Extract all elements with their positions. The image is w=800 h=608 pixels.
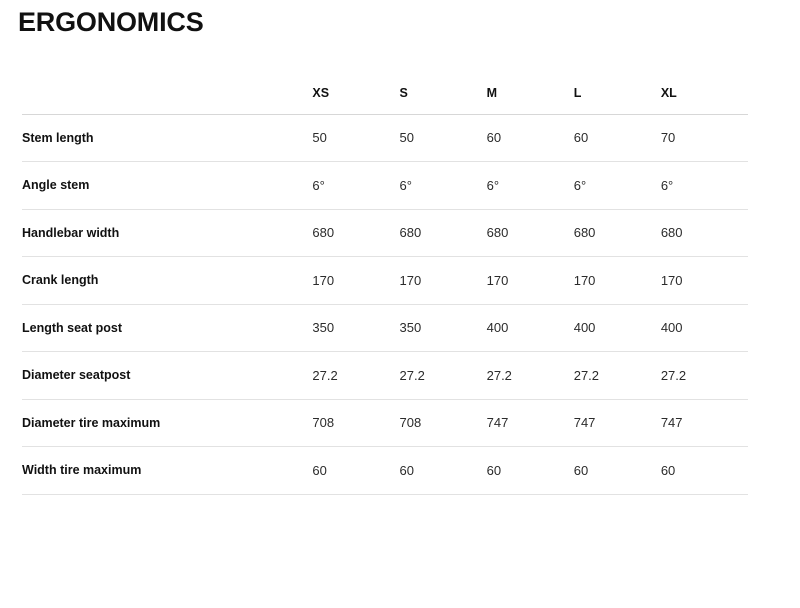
column-header-m: M: [486, 85, 498, 100]
cell-m: 60: [486, 130, 502, 146]
row-label: Crank length: [22, 273, 99, 288]
cell-l: 747: [573, 415, 596, 431]
cell-xs: 50: [312, 130, 327, 146]
cell-s: 60: [399, 462, 414, 478]
table-header: [22, 72, 748, 115]
ergonomics-spec-page: [0, 8, 800, 608]
cell-xl: 400: [660, 320, 683, 336]
cell-xs: 60: [312, 462, 327, 478]
cell-xs: 708: [312, 415, 335, 431]
table-body: [22, 114, 748, 494]
cell-xs: 170: [312, 272, 335, 288]
cell-m: 170: [486, 272, 509, 288]
table-row: [22, 114, 748, 162]
cell-xl: 70: [660, 130, 676, 146]
table-row: [22, 257, 748, 305]
row-label: Handlebar width: [22, 225, 120, 240]
cell-s: 350: [399, 320, 422, 336]
cell-xl: 6°: [660, 177, 674, 193]
table-header-row: [22, 72, 748, 115]
cell-m: 400: [486, 320, 509, 336]
row-label: Stem length: [22, 130, 94, 145]
table-row: [22, 304, 748, 352]
table-row: [22, 399, 748, 447]
table-row: [22, 447, 748, 495]
row-label: Length seat post: [22, 320, 123, 335]
column-header-s: S: [399, 85, 408, 100]
cell-xs: 27.2: [312, 367, 338, 383]
column-header-xs: XS: [312, 85, 330, 100]
table-row: [22, 209, 748, 257]
cell-l: 60: [573, 462, 589, 478]
cell-xl: 680: [660, 225, 683, 241]
table-row: [22, 162, 748, 210]
cell-xl: 27.2: [660, 367, 687, 383]
cell-s: 170: [399, 272, 422, 288]
cell-xs: 6°: [312, 177, 325, 193]
cell-l: 27.2: [573, 367, 600, 383]
cell-xs: 350: [312, 320, 335, 336]
cell-l: 6°: [573, 177, 587, 193]
cell-m: 747: [486, 415, 509, 431]
cell-xs: 680: [312, 225, 335, 241]
cell-s: 680: [399, 225, 422, 241]
cell-xl: 60: [660, 462, 676, 478]
row-label: Width tire maximum: [22, 463, 142, 478]
cell-m: 680: [486, 225, 509, 241]
column-header-l: L: [573, 85, 582, 100]
cell-l: 60: [573, 130, 589, 146]
cell-m: 27.2: [486, 367, 512, 383]
cell-s: 6°: [399, 177, 412, 193]
row-label: Diameter tire maximum: [22, 415, 161, 430]
cell-m: 6°: [486, 177, 500, 193]
cell-s: 50: [399, 130, 414, 146]
cell-s: 27.2: [399, 367, 425, 383]
spec-table-container: [22, 72, 778, 495]
column-header-xl: XL: [660, 85, 677, 100]
cell-m: 60: [486, 462, 502, 478]
cell-s: 708: [399, 415, 422, 431]
row-label: Angle stem: [22, 178, 90, 193]
table-row: [22, 352, 748, 400]
cell-xl: 170: [660, 272, 683, 288]
ergonomics-table: [22, 72, 748, 495]
column-header-label: [22, 72, 312, 115]
cell-l: 170: [573, 272, 596, 288]
row-label: Diameter seatpost: [22, 368, 131, 383]
cell-xl: 747: [660, 415, 683, 431]
cell-l: 400: [573, 320, 596, 336]
cell-l: 680: [573, 225, 596, 241]
page-title: ERGONOMICS: [18, 7, 204, 37]
